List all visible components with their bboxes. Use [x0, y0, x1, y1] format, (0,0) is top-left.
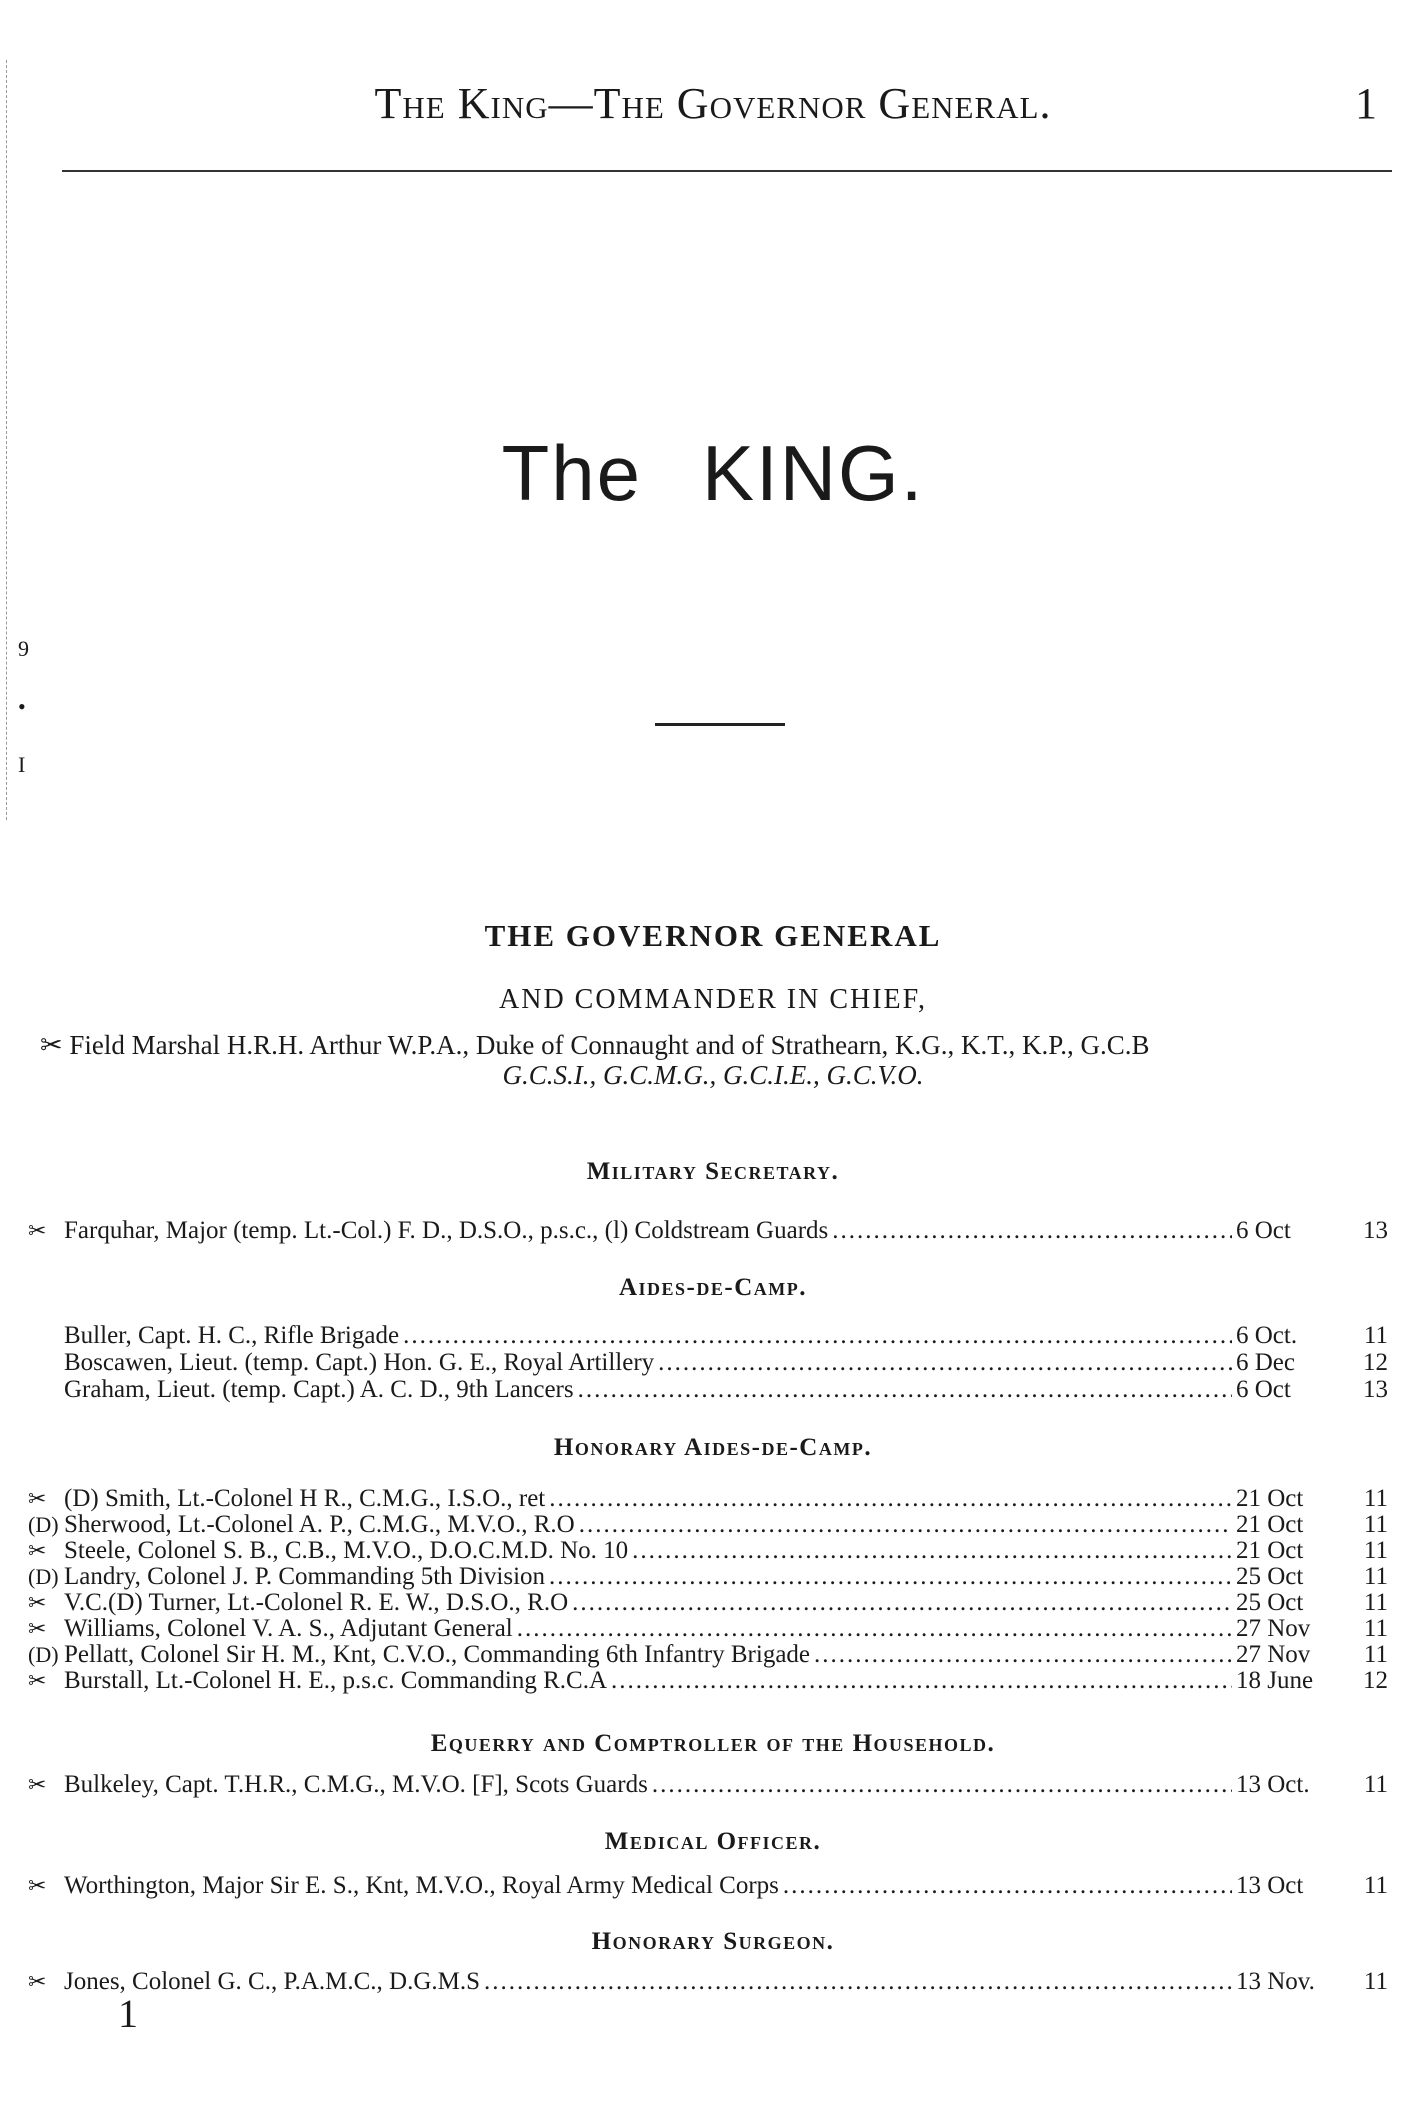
header-rule [62, 170, 1392, 172]
list-item [28, 1872, 1388, 1899]
entry-year: 11 [1363, 1968, 1388, 1995]
leader-dots [611, 1667, 1232, 1695]
governor-general-subtitle: AND COMMANDER IN CHIEF, [499, 984, 927, 1015]
entry-name: Landry, Colonel J. P. Commanding 5th Division [64, 1563, 546, 1590]
section-heading-equerry: Equerry and Comptroller of the Household. [430, 1730, 996, 1757]
entry-name: Farquhar, Major (temp. Lt.-Col.) F. D., D.S.O., p.s.c., (l) Coldstream Guards [64, 1217, 829, 1244]
entry-name: Sherwood, Lt.-Colonel A. P., C.M.G., M.V.O., R.O [64, 1511, 575, 1538]
entry-mark: ✂ [28, 1590, 47, 1615]
margin-mark: 9 [18, 636, 29, 661]
leader-dots [572, 1589, 1232, 1617]
leader-dots [517, 1615, 1232, 1643]
entry-year: 13 [1363, 1217, 1388, 1244]
entry-year: 11 [1363, 1537, 1388, 1564]
entry-date: 13 Oct. [1236, 1771, 1310, 1798]
entry-date: 18 June [1236, 1667, 1314, 1694]
scissors-icon: ✂ [40, 1030, 63, 1060]
governor-general-name [40, 1030, 1370, 1061]
entry-mark: ✂ [28, 1668, 47, 1693]
entry-year: 11 [1363, 1641, 1388, 1668]
list-item [28, 1563, 1388, 1590]
section-heading-honorary-surgeon: Honorary Surgeon. [591, 1928, 835, 1955]
leader-dots [783, 1872, 1232, 1900]
section-heading-medical-officer: Medical Officer. [604, 1828, 822, 1855]
leader-dots [484, 1968, 1232, 1996]
list-item [28, 1322, 1388, 1349]
entry-name: Worthington, Major Sir E. S., Knt, M.V.O., Royal Army Medical Corps [64, 1872, 779, 1899]
king-title [0, 428, 1426, 519]
entry-date: 13 Nov. [1236, 1968, 1315, 1995]
list-item [28, 1968, 1388, 1995]
entry-year: 12 [1363, 1349, 1388, 1376]
entry-date: 21 Oct [1236, 1537, 1304, 1564]
leader-dots [578, 1376, 1232, 1404]
list-item [28, 1349, 1388, 1376]
list-item [28, 1589, 1388, 1616]
entry-name: V.C.(D) Turner, Lt.-Colonel R. E. W., D.S.O., R.O [64, 1589, 569, 1616]
entry-date: 21 Oct [1236, 1485, 1304, 1512]
governor-general-line: Field Marshal H.R.H. Arthur W.P.A., Duke of Connaught and of Strathearn, K.G., K.T., K.P., G.C.B [69, 1030, 1150, 1060]
entry-date: 25 Oct [1236, 1563, 1304, 1590]
entry-mark: ✂ [28, 1486, 47, 1511]
margin-mark: I [18, 752, 26, 777]
entry-date: 13 Oct [1236, 1872, 1304, 1899]
entry-year: 11 [1363, 1322, 1388, 1349]
entry-mark: ✂ [28, 1873, 47, 1898]
list-item [28, 1217, 1388, 1244]
entry-date: 6 Oct [1236, 1217, 1291, 1244]
entry-date: 27 Nov [1236, 1615, 1311, 1642]
margin-mark: • [18, 694, 26, 719]
entry-year: 11 [1363, 1872, 1388, 1899]
entry-year: 12 [1363, 1667, 1388, 1694]
king-title-word: KING. [702, 429, 925, 517]
entry-year: 11 [1363, 1589, 1388, 1616]
leader-dots [632, 1537, 1232, 1565]
leader-dots [403, 1322, 1232, 1350]
list-item [28, 1537, 1388, 1564]
leader-dots [652, 1771, 1232, 1799]
entry-mark: ✂ [28, 1616, 47, 1641]
entry-name: Burstall, Lt.-Colonel H. E., p.s.c. Commanding R.C.A [64, 1667, 608, 1694]
footer-signature-number: 1 [118, 1991, 138, 2036]
entry-name: Graham, Lieut. (temp. Capt.) A. C. D., 9th Lancers [64, 1376, 574, 1403]
section-heading-military-secretary: Military Secretary. [586, 1158, 840, 1185]
entry-year: 11 [1363, 1563, 1388, 1590]
entry-name: Pellatt, Colonel Sir H. M., Knt, C.V.O., Commanding 6th Infantry Brigade [64, 1641, 811, 1668]
entry-year: 11 [1363, 1511, 1388, 1538]
entry-mark: ✂ [28, 1218, 47, 1243]
entry-date: 27 Nov [1236, 1641, 1311, 1668]
list-item [28, 1641, 1388, 1668]
entry-mark: ✂ [28, 1538, 47, 1563]
leader-dots [832, 1217, 1232, 1245]
entry-date: 6 Oct [1236, 1376, 1291, 1403]
entry-mark: ✂ [28, 1969, 47, 1994]
entry-year: 11 [1363, 1771, 1388, 1798]
entry-mark: ✂ [28, 1772, 47, 1797]
list-item [28, 1511, 1388, 1538]
leader-dots [579, 1511, 1232, 1539]
leader-dots [549, 1485, 1232, 1513]
entry-name: Steele, Colonel S. B., C.B., M.V.O., D.O.C.M.D. No. 10 [64, 1537, 629, 1564]
list-item [28, 1376, 1388, 1403]
list-item [28, 1771, 1388, 1798]
entry-name: Jones, Colonel G. C., P.A.M.C., D.G.M.S [64, 1968, 481, 1995]
entry-year: 11 [1363, 1485, 1388, 1512]
page-number: 1 [1355, 79, 1377, 128]
entry-name: Bulkeley, Capt. T.H.R., C.M.G., M.V.O. [F], Scots Guards [64, 1771, 648, 1798]
entry-year: 11 [1363, 1615, 1388, 1642]
section-heading-honorary-aides: Honorary Aides-de-Camp. [553, 1434, 873, 1461]
entry-date: 21 Oct [1236, 1511, 1304, 1538]
section-heading-aides-de-camp: Aides-de-Camp. [618, 1274, 808, 1301]
entry-date: 6 Oct. [1236, 1322, 1298, 1349]
entry-name: Williams, Colonel V. A. S., Adjutant General [64, 1615, 513, 1642]
margin-marks [18, 620, 38, 794]
leader-dots [549, 1563, 1232, 1591]
leader-dots [658, 1349, 1232, 1377]
entry-date: 6 Dec [1236, 1349, 1295, 1376]
section-divider [655, 723, 785, 726]
running-head: The King—The Governor General. [374, 79, 1052, 128]
list-item [28, 1667, 1388, 1694]
king-title-word: The [501, 429, 643, 517]
governor-general-title: THE GOVERNOR GENERAL [484, 918, 942, 953]
leader-dots [814, 1641, 1232, 1669]
entry-mark: (D) [28, 1642, 59, 1667]
governor-general-honours: G.C.S.I., G.C.M.G., G.C.I.E., G.C.V.O. [502, 1060, 924, 1090]
entry-year: 13 [1363, 1376, 1388, 1403]
list-item [28, 1485, 1388, 1512]
list-item [28, 1615, 1388, 1642]
entry-name: Buller, Capt. H. C., Rifle Brigade [64, 1322, 400, 1349]
entry-name: Boscawen, Lieut. (temp. Capt.) Hon. G. E., Royal Artillery [64, 1349, 655, 1376]
entry-mark: (D) [28, 1564, 59, 1589]
entry-date: 25 Oct [1236, 1589, 1304, 1616]
entry-name: (D) Smith, Lt.-Colonel H R., C.M.G., I.S.O., ret [64, 1485, 546, 1512]
entry-mark: (D) [28, 1512, 59, 1537]
